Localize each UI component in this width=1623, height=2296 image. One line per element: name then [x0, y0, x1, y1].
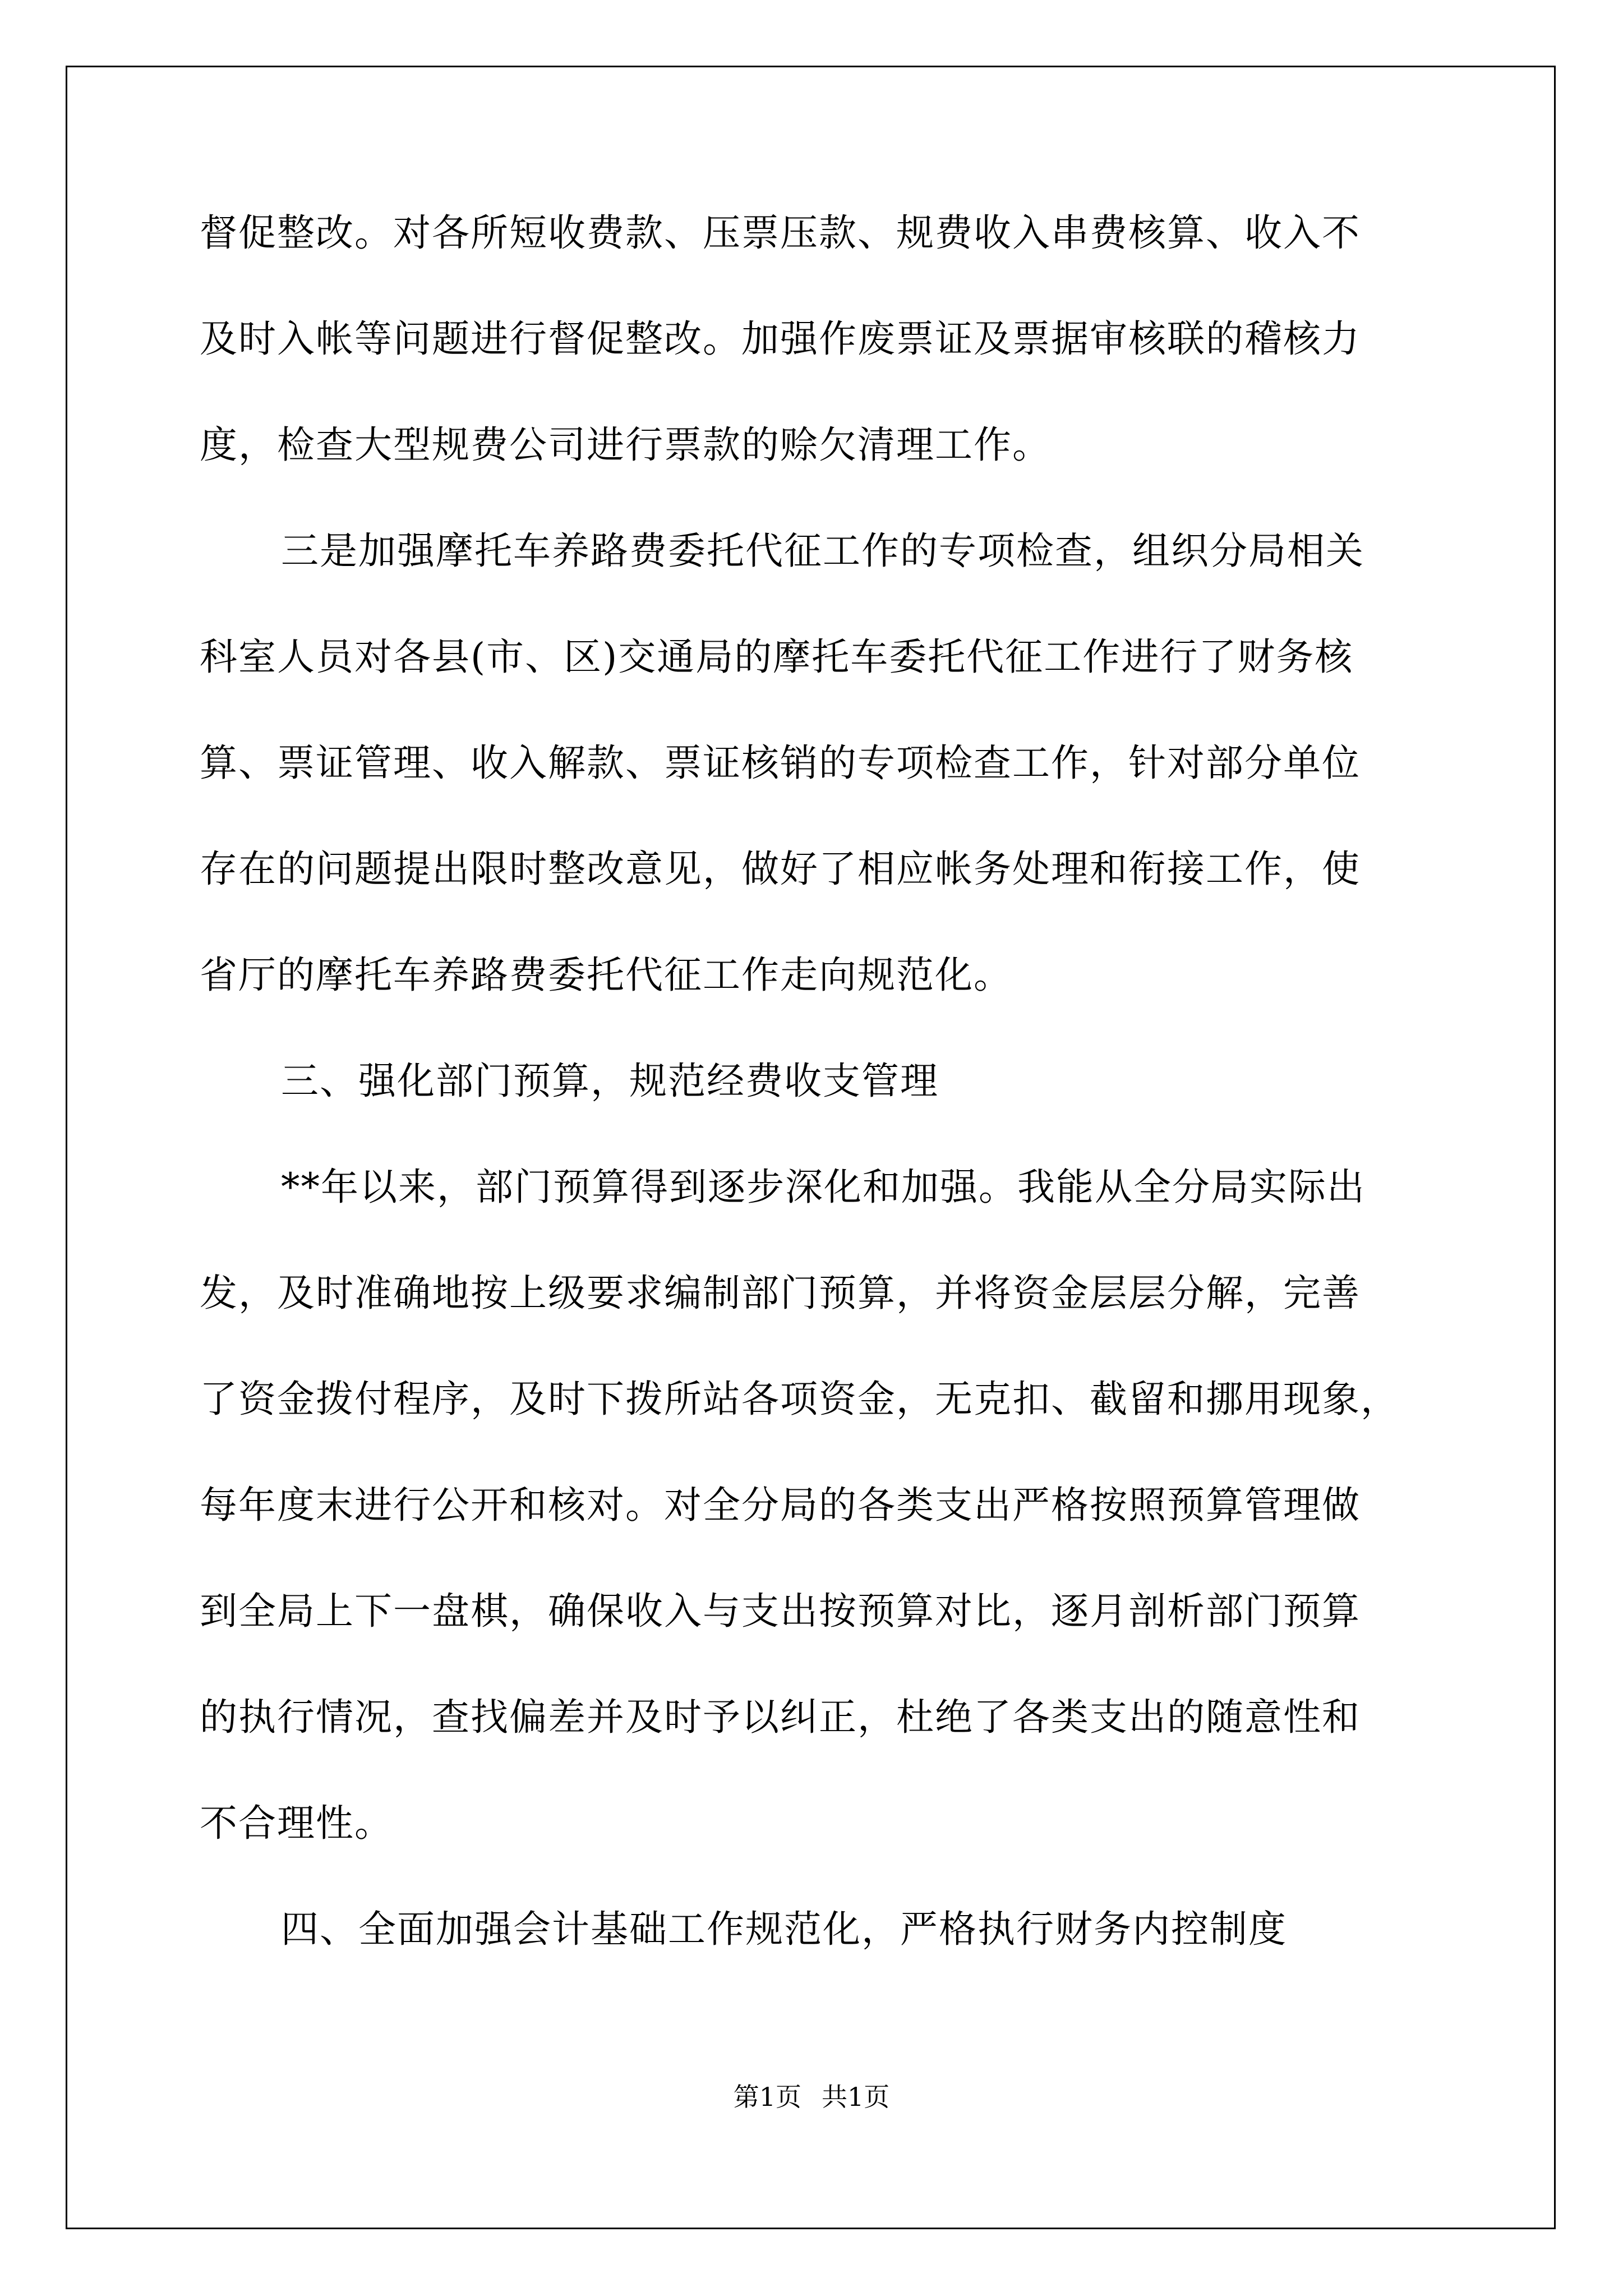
section-heading: 四、全面加强会计基础工作规范化，严格执行财务内控制度 [281, 1907, 1287, 1951]
text-line: 度，检查大型规费公司进行票款的赊欠清理工作。 [200, 423, 1051, 467]
text-line: 不合理性。 [200, 1801, 393, 1845]
text-line: 存在的问题提出限时整改意见，做好了相应帐务处理和衔接工作，使 [200, 847, 1361, 891]
text-line: 到全局上下一盘棋，确保收入与支出按预算对比，逐月剖析部门预算 [200, 1589, 1361, 1633]
text-line: 发，及时准确地按上级要求编制部门预算，并将资金层层分解，完善 [200, 1271, 1361, 1315]
text-line: 督促整改。对各所短收费款、压票压款、规费收入串费核算、收入不 [200, 211, 1361, 255]
paragraph-start: 三是加强摩托车养路费委托代征工作的专项检查，组织分局相关 [281, 529, 1364, 573]
text-line: 算、票证管理、收入解款、票证核销的专项检查工作，针对部分单位 [200, 741, 1361, 785]
page-footer [0, 2080, 1623, 2114]
page-total: 共1页 [822, 2082, 890, 2112]
text-line: 省厅的摩托车养路费委托代征工作走向规范化。 [200, 953, 1012, 997]
text-line: 每年度末进行公开和核对。对全分局的各类支出严格按照预算管理做 [200, 1483, 1361, 1527]
text-line: 了资金拨付程序，及时下拨所站各项资金，无克扣、截留和挪用现象， [200, 1377, 1399, 1421]
text-line: 的执行情况，查找偏差并及时予以纠正，杜绝了各类支出的随意性和 [200, 1695, 1361, 1739]
paragraph-start: **年以来，部门预算得到逐步深化和加强。我能从全分局实际出 [281, 1165, 1366, 1209]
text-line: 及时入帐等问题进行督促整改。加强作废票证及票据审核联的稽核力 [200, 317, 1361, 361]
section-heading: 三、强化部门预算，规范经费收支管理 [281, 1059, 939, 1103]
page-number: 第1页 [733, 2082, 801, 2112]
text-line: 科室人员对各县(市、区)交通局的摩托车委托代征工作进行了财务核 [200, 635, 1354, 679]
